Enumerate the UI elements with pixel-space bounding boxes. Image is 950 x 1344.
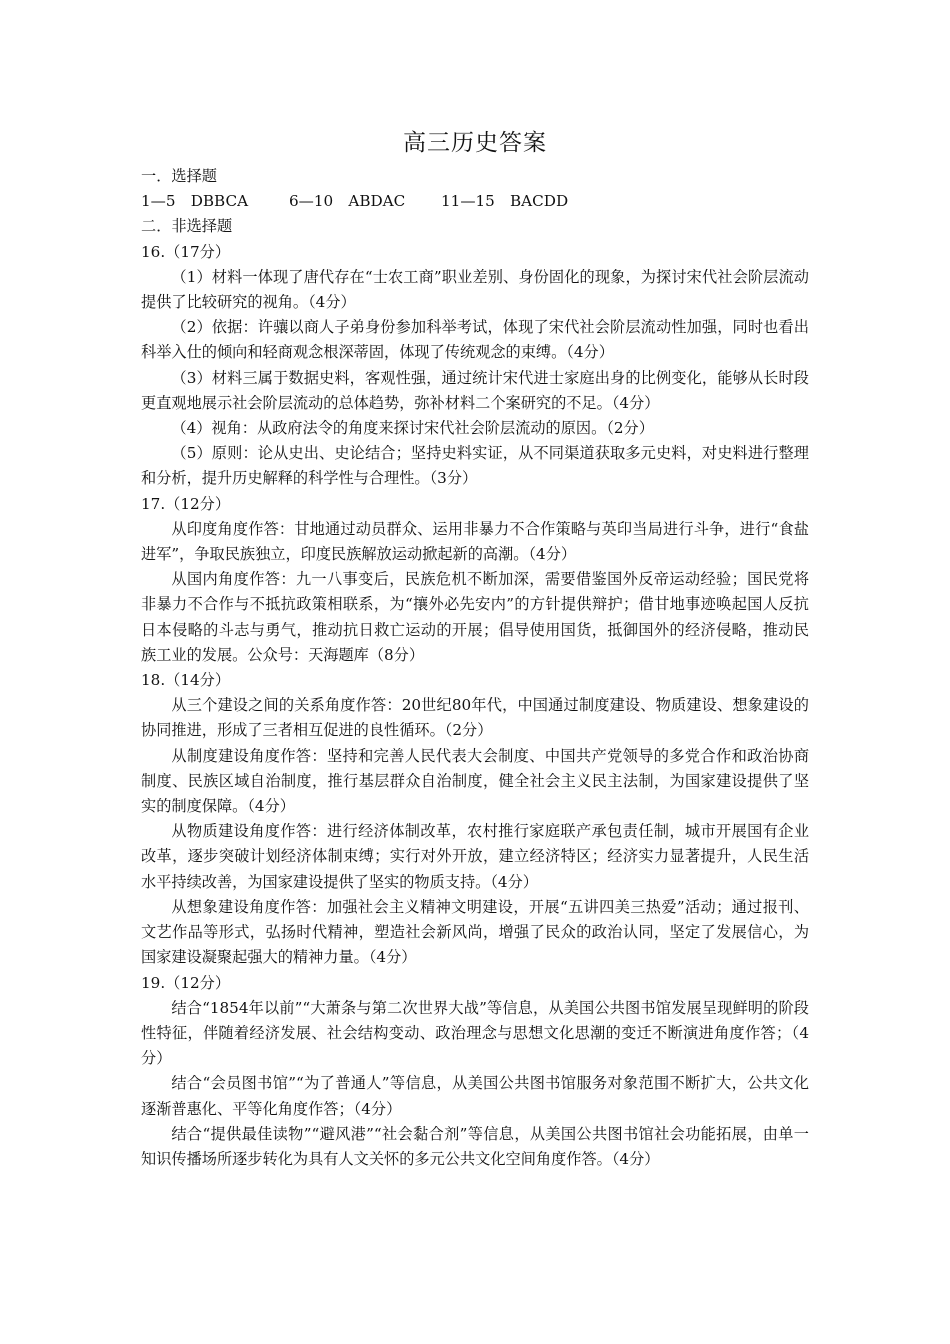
answer-paragraph: 从国内角度作答：九一八事变后，民族危机不断加深，需要借鉴国外反帝运动经验；国民党将非暴力不合作与不抵抗政策相联系，为“攘外必先安内”的方针提供辩护；借甘地事迹唤起国人反抗日本侵略的斗志与勇气，推动抗日救亡运动的开展；倡导使用国货，抵御国外的经济侵略，推动民族工业的发展。公众号：天海题库（8分）	[141, 570, 809, 664]
choice-answers-row	[141, 189, 809, 214]
document-body	[141, 164, 809, 1172]
answer-paragraph: （1）材料一体现了唐代存在“士农工商”职业差别、身份固化的现象，为探讨宋代社会阶层流动提供了比较研究的视角。（4分）	[141, 267, 809, 312]
answer-paragraph: （4）视角：从政府法令的角度来探讨宋代社会阶层流动的原因。（2分）	[171, 419, 654, 438]
question-heading: 18.（14分）	[141, 671, 231, 690]
answer-paragraph: 结合“提供最佳读物”“避风港”“社会黏合剂”等信息，从美国公共图书馆社会功能拓展，由单一知识传播场所逐步转化为具有人文关怀的多元公共文化空间角度作答。（4分）	[141, 1124, 809, 1168]
question-heading: 19.（12分）	[141, 973, 231, 992]
document-title: 高三历史答案	[403, 130, 547, 156]
question-18	[141, 668, 809, 970]
answer-paragraph: 结合“会员图书馆”“为了普通人”等信息，从美国公共图书馆服务对象范围不断扩大，公共文化逐渐普惠化、平等化角度作答；（4分）	[141, 1074, 809, 1118]
answer-paragraph: 从三个建设之间的关系角度作答：20世纪80年代，中国通过制度建设、物质建设、想象建设的协同推进，形成了三者相互促进的良性循环。（2分）	[141, 696, 809, 740]
answer-paragraph: 结合“1854年以前”“大萧条与第二次世界大战”等信息，从美国公共图书馆发展呈现鲜明的阶段性特征，伴随着经济发展、社会结构变动、政治理念与思想文化思潮的变迁不断演进角度作答；（4分）	[141, 998, 809, 1068]
choice-answer-group: 1—5 DBBCA	[141, 192, 249, 211]
question-17	[141, 492, 809, 668]
answer-paragraph: （2）依据：许骧以商人子弟身份参加科举考试，体现了宋代社会阶层流动性加强，同时也看出科举入仕的倾向和轻商观念根深蒂固，体现了传统观念的束缚。（4分）	[141, 318, 809, 362]
answer-paragraph: 从制度建设角度作答：坚持和完善人民代表大会制度、中国共产党领导的多党合作和政治协商制度、民族区域自治制度，推行基层群众自治制度，健全社会主义民主法制，为国家建设提供了坚实的制度保障。（4分）	[141, 746, 809, 816]
choice-answer-group: 6—10 ABDAC	[289, 192, 406, 211]
question-19	[141, 971, 809, 1173]
answer-paragraph: （3）材料三属于数据史料，客观性强，通过统计宋代进士家庭出身的比例变化，能够从长时段更直观地展示社会阶层流动的总体趋势，弥补材料二个案研究的不足。（4分）	[141, 368, 809, 412]
question-heading: 16.（17分）	[141, 242, 231, 261]
section-heading-choice: 一．选择题	[141, 167, 217, 185]
answer-paragraph: 从想象建设角度作答：加强社会主义精神文明建设，开展“五讲四美三热爱”活动；通过报刊、文艺作品等形式，弘扬时代精神，塑造社会新风尚，增强了民众的政治认同，坚定了发展信心，为国家建设凝聚起强大的精神力量。（4分）	[141, 897, 809, 967]
question-16	[141, 240, 809, 492]
question-heading: 17.（12分）	[141, 494, 231, 513]
answer-paragraph: 从物质建设角度作答：进行经济体制改革，农村推行家庭联产承包责任制，城市开展国有企业改革，逐步突破计划经济体制束缚；实行对外开放，建立经济特区；经济实力显著提升，人民生活水平持续改善，为国家建设提供了坚实的物质支持。（4分）	[141, 822, 809, 891]
section-heading-nonchoice: 二．非选择题	[141, 217, 233, 236]
answer-paragraph: 从印度角度作答：甘地通过动员群众、运用非暴力不合作策略与英印当局进行斗争，进行“食盐进军”，争取民族独立，印度民族解放运动掀起新的高潮。（4分）	[141, 519, 809, 564]
answer-paragraph: （5）原则：论从史出、史论结合；坚持史料实证，从不同渠道获取多元史料，对史料进行整理和分析，提升历史解释的科学性与合理性。（3分）	[141, 444, 809, 488]
choice-answer-group: 11—15 BACDD	[441, 192, 569, 211]
